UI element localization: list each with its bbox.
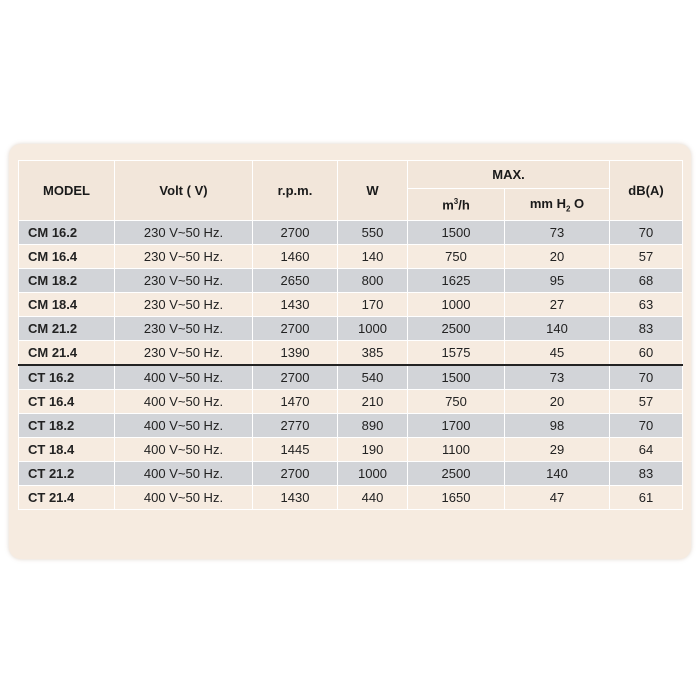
cell-pressure: 98 (505, 414, 610, 438)
header-flow-suffix: /h (458, 197, 470, 213)
cell-flow: 1625 (408, 269, 505, 293)
cell-db: 83 (610, 317, 683, 341)
cell-db: 63 (610, 293, 683, 317)
cell-flow: 1700 (408, 414, 505, 438)
cell-flow: 750 (408, 245, 505, 269)
cell-volt: 400 V~50 Hz. (115, 390, 253, 414)
table-row (19, 365, 683, 390)
cell-volt: 230 V~50 Hz. (115, 341, 253, 366)
spec-table (18, 160, 683, 510)
cell-model: CM 16.4 (19, 245, 115, 269)
header-flow-prefix: m (442, 197, 454, 213)
cell-rpm: 2700 (253, 221, 338, 245)
header-pressure-prefix: mm H (529, 195, 566, 211)
header-flow (408, 189, 505, 221)
cell-db: 70 (610, 414, 683, 438)
header-pressure (505, 189, 610, 221)
cell-flow: 2500 (408, 462, 505, 486)
cell-watt: 890 (338, 414, 408, 438)
cell-model: CT 18.2 (19, 414, 115, 438)
cell-rpm: 1390 (253, 341, 338, 366)
cell-watt: 540 (338, 365, 408, 390)
header-volt: Volt ( V) (115, 161, 253, 221)
cell-flow: 1500 (408, 221, 505, 245)
cell-model: CM 21.4 (19, 341, 115, 366)
cell-pressure: 29 (505, 438, 610, 462)
cell-db: 64 (610, 438, 683, 462)
cell-volt: 400 V~50 Hz. (115, 365, 253, 390)
cell-watt: 1000 (338, 462, 408, 486)
table-row (19, 486, 683, 510)
cell-pressure: 140 (505, 462, 610, 486)
cell-rpm: 2700 (253, 365, 338, 390)
table-row (19, 462, 683, 486)
cell-db: 57 (610, 245, 683, 269)
cell-watt: 440 (338, 486, 408, 510)
cell-watt: 385 (338, 341, 408, 366)
cell-pressure: 27 (505, 293, 610, 317)
cell-watt: 1000 (338, 317, 408, 341)
cell-pressure: 140 (505, 317, 610, 341)
header-flow-sup: 3 (453, 196, 459, 206)
table-row (19, 390, 683, 414)
cell-db: 70 (610, 221, 683, 245)
cell-watt: 210 (338, 390, 408, 414)
table-row (19, 269, 683, 293)
cell-flow: 2500 (408, 317, 505, 341)
cell-pressure: 73 (505, 221, 610, 245)
cell-watt: 170 (338, 293, 408, 317)
cell-flow: 750 (408, 390, 505, 414)
table-row (19, 341, 683, 366)
cell-rpm: 1470 (253, 390, 338, 414)
header-pressure-suffix: O (570, 195, 585, 211)
cell-watt: 550 (338, 221, 408, 245)
cell-db: 83 (610, 462, 683, 486)
cell-rpm: 1460 (253, 245, 338, 269)
cell-pressure: 47 (505, 486, 610, 510)
cell-pressure: 45 (505, 341, 610, 366)
cell-pressure: 20 (505, 390, 610, 414)
cell-volt: 400 V~50 Hz. (115, 438, 253, 462)
cell-rpm: 1430 (253, 486, 338, 510)
cell-volt: 400 V~50 Hz. (115, 462, 253, 486)
cell-flow: 1650 (408, 486, 505, 510)
cell-model: CM 18.2 (19, 269, 115, 293)
cell-model: CT 18.4 (19, 438, 115, 462)
cell-watt: 800 (338, 269, 408, 293)
cell-rpm: 1430 (253, 293, 338, 317)
cell-volt: 400 V~50 Hz. (115, 486, 253, 510)
table-row (19, 317, 683, 341)
cell-volt: 230 V~50 Hz. (115, 269, 253, 293)
cell-rpm: 2770 (253, 414, 338, 438)
cell-watt: 190 (338, 438, 408, 462)
header-db: dB(A) (610, 161, 683, 221)
cell-flow: 1000 (408, 293, 505, 317)
cell-db: 61 (610, 486, 683, 510)
header-max: MAX. (408, 161, 610, 189)
cell-watt: 140 (338, 245, 408, 269)
table-row (19, 293, 683, 317)
cell-rpm: 2700 (253, 462, 338, 486)
cell-model: CT 21.4 (19, 486, 115, 510)
cell-pressure: 20 (505, 245, 610, 269)
cell-volt: 230 V~50 Hz. (115, 221, 253, 245)
cell-rpm: 1445 (253, 438, 338, 462)
cell-volt: 400 V~50 Hz. (115, 414, 253, 438)
cell-rpm: 2700 (253, 317, 338, 341)
cell-db: 57 (610, 390, 683, 414)
header-row-top (19, 161, 683, 189)
cell-db: 68 (610, 269, 683, 293)
cell-model: CM 16.2 (19, 221, 115, 245)
cell-rpm: 2650 (253, 269, 338, 293)
table-row (19, 245, 683, 269)
cell-flow: 1500 (408, 365, 505, 390)
cell-model: CM 18.4 (19, 293, 115, 317)
table-row (19, 438, 683, 462)
cell-model: CM 21.2 (19, 317, 115, 341)
cell-model: CT 16.4 (19, 390, 115, 414)
cell-pressure: 73 (505, 365, 610, 390)
header-rpm: r.p.m. (253, 161, 338, 221)
cell-db: 60 (610, 341, 683, 366)
cell-model: CT 16.2 (19, 365, 115, 390)
cell-model: CT 21.2 (19, 462, 115, 486)
table-body (19, 221, 683, 510)
header-watt: W (338, 161, 408, 221)
table-row (19, 221, 683, 245)
header-model: MODEL (19, 161, 115, 221)
cell-flow: 1100 (408, 438, 505, 462)
cell-volt: 230 V~50 Hz. (115, 293, 253, 317)
cell-volt: 230 V~50 Hz. (115, 245, 253, 269)
cell-volt: 230 V~50 Hz. (115, 317, 253, 341)
table-row (19, 414, 683, 438)
cell-pressure: 95 (505, 269, 610, 293)
header-pressure-sub: 2 (565, 204, 571, 214)
cell-db: 70 (610, 365, 683, 390)
cell-flow: 1575 (408, 341, 505, 366)
